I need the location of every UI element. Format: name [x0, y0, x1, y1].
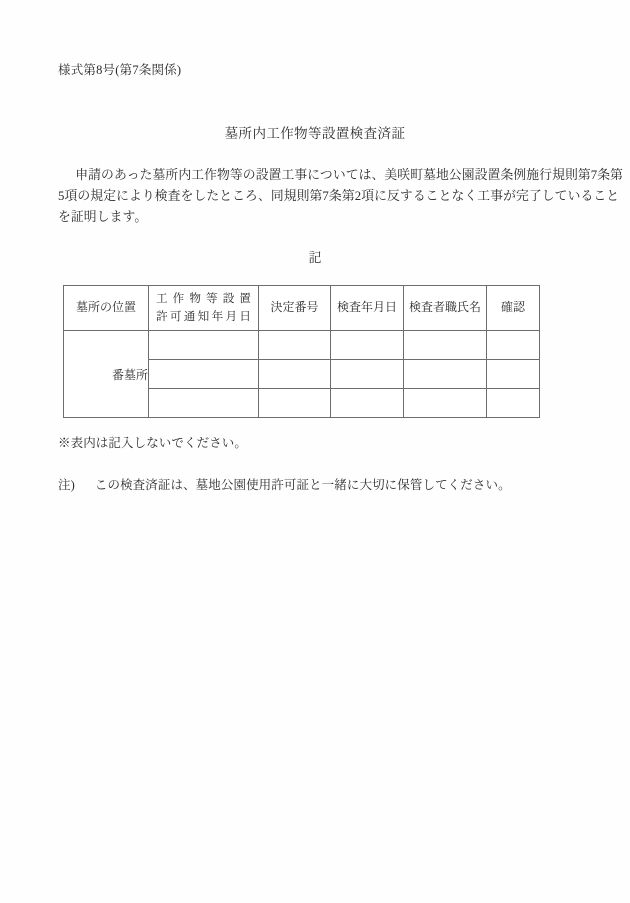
form-number-label: 様式第8号(第7条関係): [58, 63, 182, 77]
permit-char: 年: [211, 310, 224, 323]
inspection-record-table: [63, 285, 540, 418]
permit-notice-header-line-1: [156, 290, 251, 308]
cell-permit-notice-date[interactable]: [149, 360, 259, 389]
cell-inspection-date[interactable]: [331, 331, 404, 360]
column-header-inspection-date: 検査年月日: [331, 286, 404, 331]
cell-inspection-date[interactable]: [331, 360, 404, 389]
cell-confirmation[interactable]: [487, 360, 540, 389]
table-body: [64, 331, 540, 418]
permit-char: 設: [222, 292, 235, 306]
permit-char: 作: [172, 292, 185, 306]
cell-inspector-name[interactable]: [404, 360, 487, 389]
page-title: 墓所内工作物等設置検査済証: [224, 126, 406, 141]
permit-char: 等: [206, 292, 218, 306]
permit-char: 許: [156, 310, 168, 323]
permit-char: 可: [169, 310, 182, 323]
cell-location-merged: 番墓所: [64, 331, 149, 418]
section-mark: 記: [308, 251, 322, 265]
table-header-row: [64, 286, 540, 331]
certification-paragraph: [58, 165, 624, 228]
paragraph-line-2: 5項の規定により検査をしたところ、同規則第7条第2項に反することなく工事が完了していること: [58, 189, 620, 203]
cell-decision-number[interactable]: [259, 331, 331, 360]
note-do-not-fill-table: ※表内は記入しないでください。: [58, 436, 248, 450]
table-header: [64, 286, 540, 331]
column-header-confirmation: 確認: [487, 286, 540, 331]
cell-confirmation[interactable]: [487, 331, 540, 360]
note-text: この検査済証は、墓地公園使用許可証と一緒に大切に保管してください。: [94, 478, 511, 492]
permit-char: 通: [183, 310, 196, 323]
note-storage-caution: [58, 476, 511, 494]
permit-char: 物: [189, 292, 201, 306]
paragraph-line-1: 申請のあった墓所内工作物等の設置工事については、美咲町墓地公園設置条例施行規則第7条第: [75, 168, 624, 182]
cell-confirmation[interactable]: [487, 389, 540, 418]
column-header-inspector-name: 検査者職氏名: [404, 286, 487, 331]
paragraph-line-3: を証明します。: [58, 210, 148, 224]
permit-notice-header-line-2: [156, 308, 251, 326]
permit-char: 知: [197, 310, 210, 323]
permit-notice-header-text: [149, 290, 258, 326]
permit-char: 置: [239, 292, 251, 306]
permit-char: 工: [156, 292, 168, 306]
table-row: [64, 331, 540, 360]
cell-inspector-name[interactable]: [404, 389, 487, 418]
cell-decision-number[interactable]: [259, 389, 331, 418]
cell-permit-notice-date[interactable]: [149, 331, 259, 360]
permit-char: 日: [239, 310, 251, 323]
note-label: 注): [58, 478, 75, 492]
column-header-permit-notice-date: [149, 286, 259, 331]
permit-char: 月: [225, 310, 238, 323]
cell-permit-notice-date[interactable]: [149, 389, 259, 418]
column-header-decision-number: 決定番号: [259, 286, 331, 331]
cell-inspection-date[interactable]: [331, 389, 404, 418]
cell-decision-number[interactable]: [259, 360, 331, 389]
cell-inspector-name[interactable]: [404, 331, 487, 360]
column-header-location: 墓所の位置: [64, 286, 149, 331]
